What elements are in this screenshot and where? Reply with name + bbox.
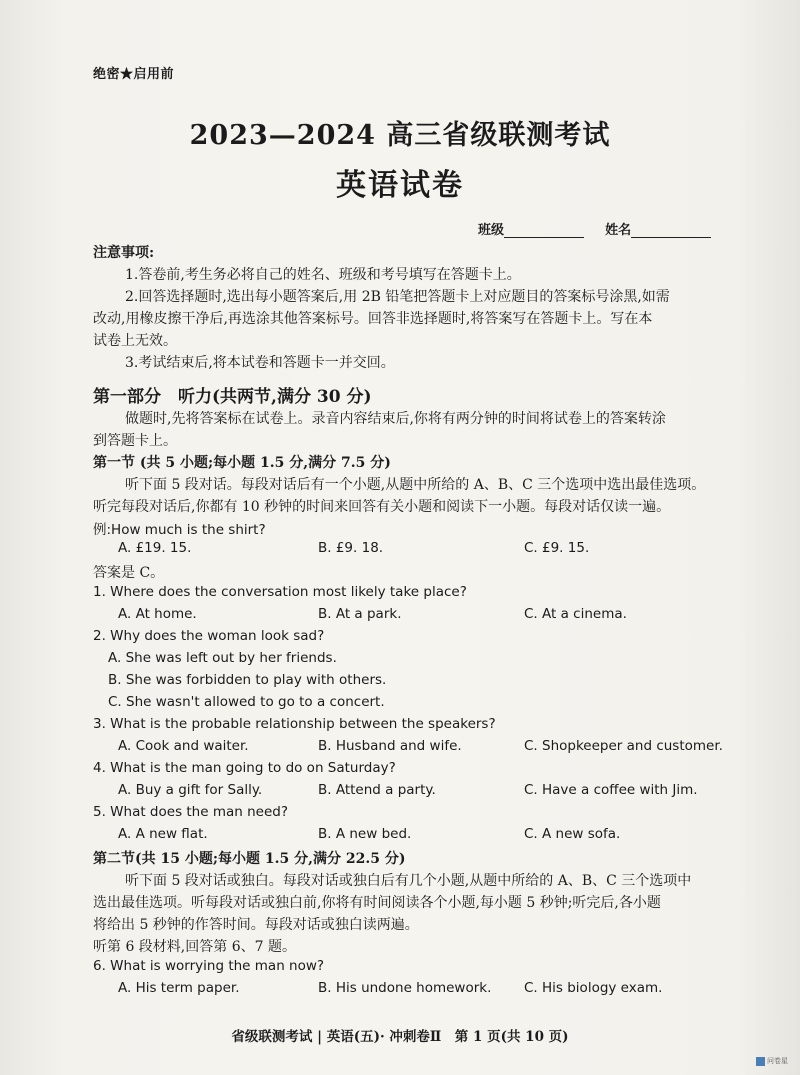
question-1-option-b: B. At a park. [318,606,402,622]
question-6: 6. What is worrying the man now? [93,958,325,974]
section2-instructions-line1: 听下面 5 段对话或独白。每段对话或独白后有几个小题,从题中所给的 A、B、C 三个选项中 [125,873,692,889]
example-question: 例:How much is the shirt? [93,522,266,538]
page-footer: 省级联测考试 | 英语(五)· 冲刺卷Ⅱ 第 1 页(共 10 页) [231,1029,569,1045]
confidential-label: 绝密★启用前 [93,67,175,82]
question-6-option-b: B. His undone homework. [318,980,492,996]
part1-intro-line2: 到答题卡上。 [93,433,177,449]
subject-title: 英语试卷 [336,168,464,203]
question-4-option-b: B. Attend a party. [318,782,436,798]
notice-heading: 注意事项: [93,245,155,261]
section1-instructions-line1: 听下面 5 段对话。每段对话后有一个小题,从题中所给的 A、B、C 三个选项中选出最佳选项。 [125,477,706,493]
name-label: 姓名 [605,223,632,238]
example-answer: 答案是 C。 [93,565,165,581]
name-blank [631,223,711,238]
question-2: 2. Why does the woman look sad? [93,628,325,644]
question-5-option-c: C. A new sofa. [524,826,621,842]
class-blank [504,223,584,238]
notice-item-2-line3: 试卷上无效。 [93,333,177,349]
question-4-option-a: A. Buy a gift for Sally. [118,782,263,798]
notice-item-2-line1: 2.回答选择题时,选出每小题答案后,用 2B 铅笔把答题卡上对应题目的答案标号涂黑,如需 [125,289,670,305]
question-5-option-b: B. A new bed. [318,826,412,842]
question-4-option-c: C. Have a coffee with Jim. [524,782,698,798]
logo-icon [756,1057,765,1066]
section1-heading: 第一节 (共 5 小题;每小题 1.5 分,满分 7.5 分) [93,455,391,471]
question-2-option-a: A. She was left out by her friends. [108,650,337,666]
example-option-c: C. £9. 15. [524,540,590,556]
watermark-logo [756,1056,788,1066]
logo-text: 问卷星 [767,1057,788,1065]
question-3: 3. What is the probable relationship between the speakers? [93,716,496,732]
part1-heading: 第一部分 听力(共两节,满分 30 分) [93,387,372,407]
question-3-option-a: A. Cook and waiter. [118,738,249,754]
question-6-option-c: C. His biology exam. [524,980,663,996]
question-2-option-c: C. She wasn't allowed to go to a concert. [108,694,385,710]
exam-title: 2023—2024 高三省级联测考试 [189,120,611,151]
section1-instructions-line2: 听完每段对话后,你都有 10 秒钟的时间来回答有关小题和阅读下一小题。每段对话仅读一遍。 [93,499,671,515]
part1-intro-line1: 做题时,先将答案标在试卷上。录音内容结束后,你将有两分钟的时间将试卷上的答案转涂 [125,411,666,427]
class-name-line [478,219,711,238]
example-option-b: B. £9. 18. [318,540,384,556]
question-1-option-a: A. At home. [118,606,197,622]
question-6-option-a: A. His term paper. [118,980,240,996]
section2-heading: 第二节(共 15 小题;每小题 1.5 分,满分 22.5 分) [93,851,406,867]
notice-item-1: 1.答卷前,考生务必将自己的姓名、班级和考号填写在答题卡上。 [125,267,521,283]
question-1: 1. Where does the conversation most likely take place? [93,584,467,600]
notice-item-2-line2: 改动,用橡皮擦干净后,再选涂其他答案标号。回答非选择题时,将答案写在答题卡上。写在本 [93,311,653,327]
section2-instructions-line2: 选出最佳选项。听每段对话或独白前,你将有时间阅读各个小题,每小题 5 秒钟;听完后,各小题 [93,895,661,911]
question-2-option-b: B. She was forbidden to play with others. [108,672,387,688]
question-4: 4. What is the man going to do on Saturday? [93,760,396,776]
class-label: 班级 [478,223,505,238]
question-1-option-c: C. At a cinema. [524,606,627,622]
question-5-option-a: A. A new flat. [118,826,208,842]
material-6-instruction: 听第 6 段材料,回答第 6、7 题。 [93,939,296,955]
question-5: 5. What does the man need? [93,804,289,820]
question-3-option-b: B. Husband and wife. [318,738,462,754]
section2-instructions-line3: 将给出 5 秒钟的作答时间。每段对话或独白读两遍。 [93,917,419,933]
example-option-a: A. £19. 15. [118,540,192,556]
question-3-option-c: C. Shopkeeper and customer. [524,738,723,754]
notice-item-3: 3.考试结束后,将本试卷和答题卡一并交回。 [125,355,395,371]
